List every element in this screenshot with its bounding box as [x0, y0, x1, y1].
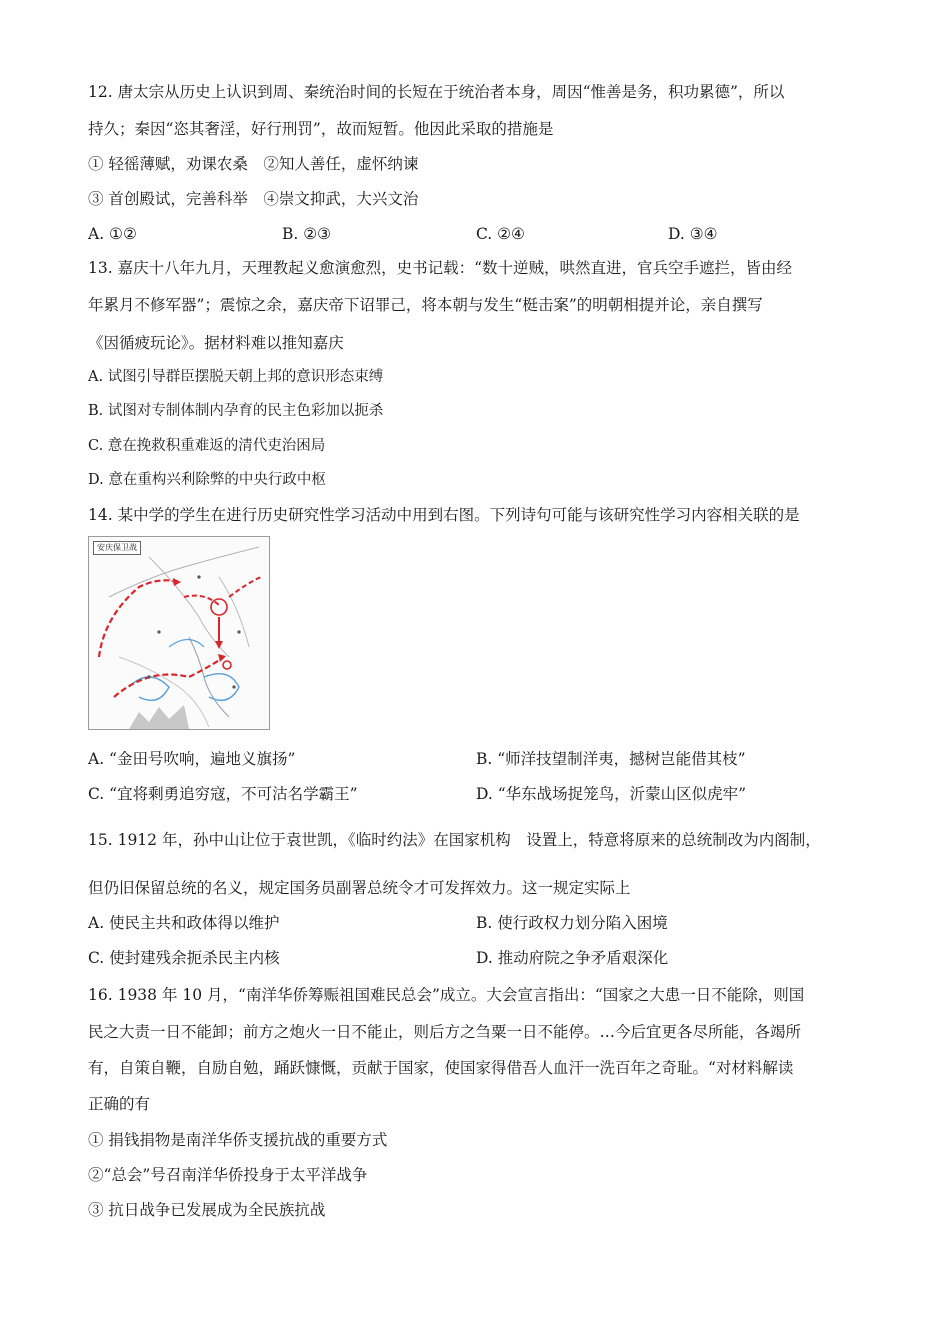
q14-option-a: A. “金田号吹响，遍地义旗扬”	[88, 750, 296, 768]
q15-option-b: B. 使行政权力划分陷入困境	[476, 914, 668, 932]
q14-option-b: B. “师洋技望制洋夷，撼树岂能借其枝”	[476, 750, 746, 768]
q16-item-2: ②“总会”号召南洋华侨投身于太平洋战争	[88, 1166, 368, 1184]
battle-map-drawing	[89, 537, 269, 729]
q15-stem-line-2: 但仍旧保留总统的名义，规定国务员副署总统令才可发挥效力。这一规定实际上	[88, 879, 631, 897]
q13-option-c: C. 意在挽救积重难返的清代吏治困局	[88, 438, 326, 454]
q12-option-b: B. ②③	[282, 225, 332, 243]
q13-option-a: A. 试图引导群臣摆脱天朝上邦的意识形态束缚	[88, 369, 384, 385]
q16-item-1: ① 捐钱捐物是南洋华侨支援抗战的重要方式	[88, 1131, 388, 1149]
q12-stem-line-1: 12. 唐太宗从历史上认识到周、秦统治时间的长短在于统治者本身，周因“惟善是务，积功累德”，所以	[88, 83, 785, 101]
q16-stem-line-2: 民之大责一日不能卸；前方之炮火一日不能止，则后方之刍粟一日不能停。…今后宜更各尽所能，各竭所	[88, 1023, 802, 1041]
q13-option-d: D. 意在重构兴利除弊的中央行政中枢	[88, 472, 326, 488]
q16-stem-line-3: 有，自策自鞭，自励自勉，踊跃慷慨，贡献于国家，使国家得借吾人血汗一洗百年之奇耻。“对材料解读	[88, 1059, 794, 1077]
q12-items-line-2: ③ 首创殿试，完善科举 ④崇文抑武，大兴文治	[88, 190, 419, 208]
q14-option-c: C. “宜将剩勇追穷寇，不可沽名学霸王”	[88, 785, 358, 803]
q16-item-3: ③ 抗日战争已发展成为全民族抗战	[88, 1201, 326, 1219]
q13-stem-line-3: 《因循疲玩论》。据材料难以推知嘉庆	[88, 334, 344, 352]
q13-stem-line-2: 年累月不修军器”；震惊之余，嘉庆帝下诏罪己，将本朝与发生“梃击案”的明朝相提并论，亲自撰写	[88, 296, 763, 314]
battle-map-figure	[88, 536, 270, 730]
q16-stem-line-4: 正确的有	[88, 1095, 151, 1113]
q13-stem-line-1: 13. 嘉庆十八年九月，天理教起义愈演愈烈，史书记载：“数十逆贼，哄然直进，官兵空手遮拦，皆由经	[88, 259, 793, 277]
q15-option-a: A. 使民主共和政体得以维护	[88, 914, 280, 932]
q13-option-b: B. 试图对专制体制内孕育的民主色彩加以扼杀	[88, 403, 384, 419]
q12-stem-line-2: 持久；秦因“恣其奢淫，好行刑罚”，故而短暂。他因此采取的措施是	[88, 120, 554, 138]
q12-option-d: D. ③④	[668, 225, 718, 243]
q14-stem: 14. 某中学的学生在进行历史研究性学习活动中用到右图。下列诗句可能与该研究性学习内容相关联的是	[88, 506, 800, 524]
q12-option-c: C. ②④	[476, 225, 525, 243]
q12-items-line-1: ① 轻徭薄赋，劝课农桑 ②知人善任，虚怀纳谏	[88, 155, 419, 173]
q15-option-c: C. 使封建残余扼杀民主内核	[88, 949, 280, 967]
map-title: 安庆保卫战	[93, 541, 141, 555]
q14-option-d: D. “华东战场捉笼鸟，沂蒙山区似虎牢”	[476, 785, 747, 803]
q16-stem-line-1: 16. 1938 年 10 月，“南洋华侨筹赈祖国难民总会”成立。大会宣言指出：“国家之大患一日不能除，则国	[88, 986, 805, 1004]
q12-option-a: A. ①②	[88, 225, 137, 243]
q15-stem-line-1: 15. 1912 年，孙中山让位于袁世凯，《临时约法》在国家机构 设置上，特意将原来的总统制改为内阁制，	[88, 831, 821, 849]
q15-option-d: D. 推动府院之争矛盾艰深化	[476, 949, 669, 967]
